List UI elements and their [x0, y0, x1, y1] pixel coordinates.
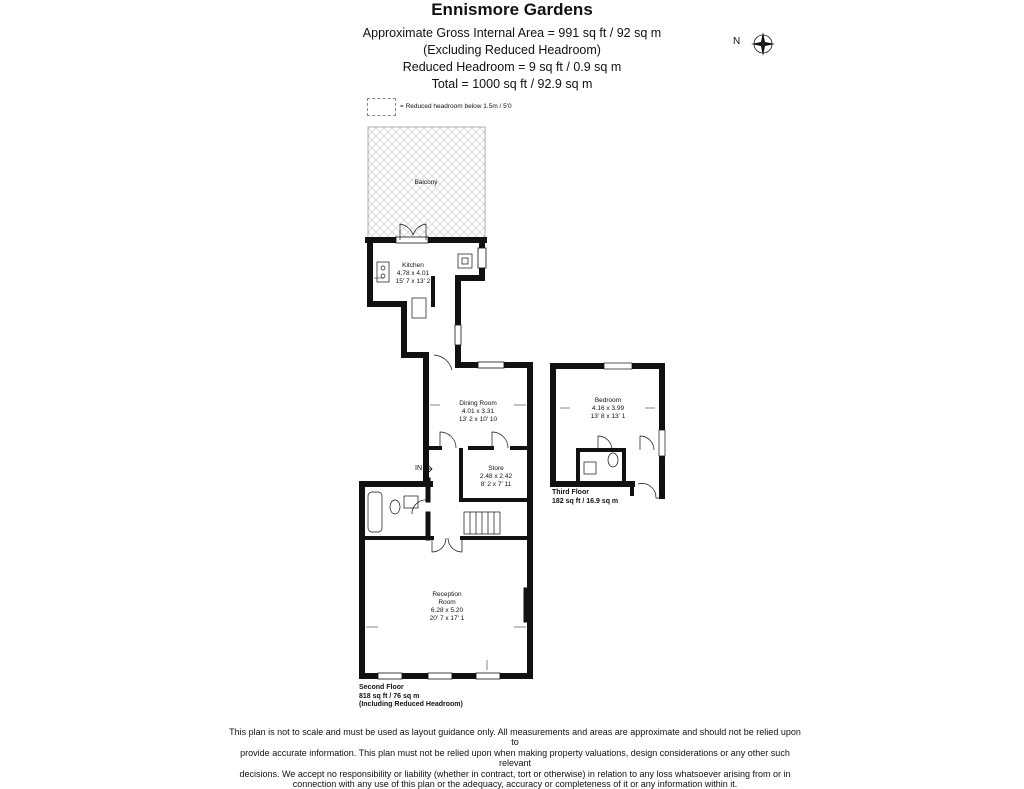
room-name: Reception — [432, 591, 462, 598]
plan-title: Ennismore Gardens — [431, 0, 593, 19]
floor-name: Second Floor — [359, 684, 404, 691]
floor-area: 818 sq ft / 76 sq m — [359, 692, 420, 700]
floor-note: (Including Reduced Headroom) — [359, 701, 463, 708]
floor-name: Third Floor — [552, 489, 589, 496]
reception-room-label — [430, 591, 465, 622]
area-line: (Excluding Reduced Headroom) — [423, 43, 601, 57]
room-imperial: 13' 2 x 10' 10 — [458, 416, 498, 423]
room-imperial: 15' 7 x 13' 2 — [395, 278, 431, 285]
room-metric: 2.48 x 2.42 — [479, 473, 513, 480]
store-label — [480, 465, 513, 488]
bedroom-label — [591, 397, 626, 420]
room-name: Kitchen — [402, 262, 424, 269]
legend-text: = Reduced headroom below 1.5m / 5'0 — [400, 103, 512, 110]
area-line: Total = 1000 sq ft / 92.9 sq m — [431, 77, 593, 91]
disclaimer-line: connection with any use of this plan or the adequacy, accuracy or completeness of it or any information within it. — [292, 779, 738, 789]
disclaimer-line: decisions. We accept no responsibility or liability (whether in contract, tort or otherwise) in relation to any loss whatsoever arising from or in — [239, 768, 791, 779]
room-imperial: 13' 8 x 13' 1 — [590, 413, 626, 420]
room-name: Store — [488, 465, 504, 472]
room-metric: 4.78 x 4.01 — [396, 270, 430, 277]
room-metric: 4.16 x 3.99 — [591, 405, 625, 412]
dining-room-label — [459, 400, 498, 423]
third-floor-label — [552, 489, 618, 506]
entrance-label: IN — [415, 465, 422, 472]
room-metric: 6.28 x 5.20 — [430, 607, 464, 614]
kitchen-label — [396, 262, 431, 285]
room-name: Dining Room — [459, 400, 497, 407]
room-name: Bedroom — [594, 397, 622, 404]
room-metric: 4.01 x 3.31 — [461, 408, 495, 415]
compass-north-label: N — [733, 36, 741, 47]
area-line: Reduced Headroom = 9 sq ft / 0.9 sq m — [402, 60, 622, 74]
third-floor-walls — [553, 366, 662, 496]
disclaimer-line: This plan is not to scale and must be used as layout guidance only. All measurements and areas are approximate and should not be relied upon to — [229, 727, 801, 748]
room-imperial: 8' 2 x 7' 11 — [480, 481, 512, 488]
disclaimer — [225, 727, 805, 789]
disclaimer-line: provide accurate information. This plan must not be relied upon when making property valuations, design considerations or any other such relevant — [240, 747, 790, 769]
room-name: Room — [438, 599, 456, 606]
floor-area: 182 sq ft / 16.9 sq m — [552, 497, 619, 505]
room-imperial: 20' 7 x 17' 1 — [429, 615, 465, 622]
area-line: Approximate Gross Internal Area = 991 sq ft / 92 sq m — [362, 26, 662, 40]
second-floor-label — [359, 684, 463, 710]
balcony — [368, 127, 485, 240]
room-name: Balcony — [414, 179, 438, 186]
